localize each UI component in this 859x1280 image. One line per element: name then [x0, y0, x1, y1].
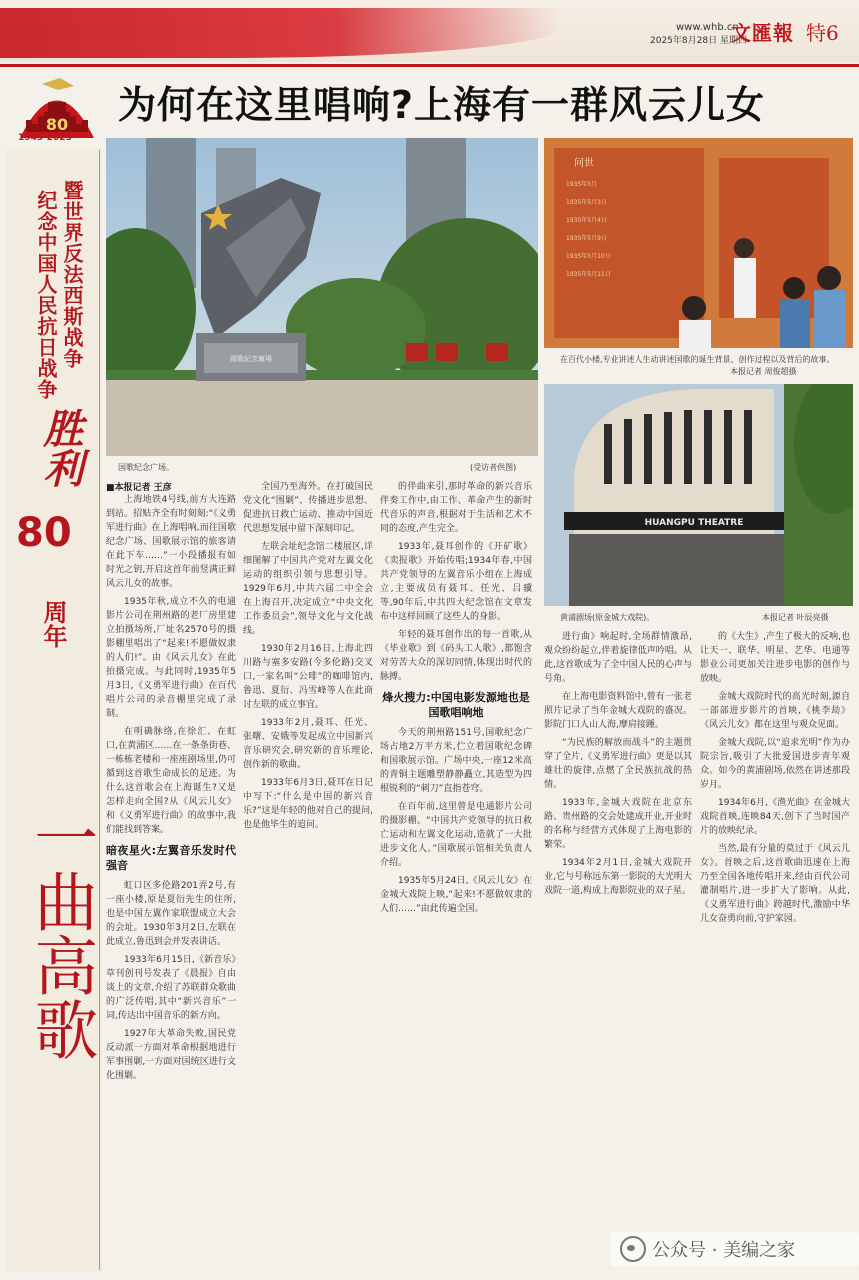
article-paragraph: 当然,最有分量的莫过于《风云儿女》。首映之后,这首歌曲迅速在上海乃至全国各地传唱开来,经由百代公司灌制唱片,进一步扩大了影响。从此,《义勇军进行曲》跨越时代,激励中华儿女奋勇向前,守护家园。 [700, 844, 850, 924]
article-paragraph: 今天的荆州路151号,国歌纪念广场占地2万平方米,伫立着国歌纪念碑和国歌展示馆。广场中央,一座12米高的青铜主题雕塑静静矗立,其造型为四根锐利的“刺刀”直指苍穹。 [380, 728, 532, 794]
exhibition-credit: 本报记者 周俊超摄 [730, 367, 797, 376]
section-heading-1: 暗夜星火:左翼音乐发时代强音 [106, 844, 236, 872]
article-paragraph: 在明确脉络,在徐汇、在虹口,在黄浦区……在一条条街巷、一栋栋老楼和一座座剧场里,仍可循到这首歌生命成长的足迹。为什么这首歌会在上海诞生?又是怎样走向全国?从《风云儿女》和《义勇军进行曲》的故事中,我们能找到答案。 [106, 727, 236, 835]
article-paragraph: 上海地铁4号线,前方大连路到站。招贴齐全有时刻刻:“《义勇军进行曲》在上海唱响,而往国歌纪念广场、国歌展示馆的旅客请在此下车……”一小段播报有如时光之钥,开启这首年前竖满正鲜风云儿女的故事。 [106, 495, 236, 589]
article-paragraph: 1933年6月15日,《新音乐》草刊创刊号发表了《晨报》自由谈上的文章,介绍了苏联群众歌曲的广泛传唱,其中“新兴音乐”一词,传达出中国音乐的新方向。 [106, 955, 236, 1021]
emblem-years: 1945-2025 [18, 133, 72, 143]
series-title: 一曲高歌 [23, 805, 98, 1061]
monument-photo [106, 138, 538, 456]
article-paragraph: 金城大戏院时代的高光时刻,源自一部部进步影片的首映,《桃李劫》《风云儿女》都在这里与观众见面。 [700, 692, 850, 730]
article-paragraph: 1934年2月1日,金城大戏院开业,它与号称远东第一影院的大光明大戏院一道,构成上海影院业的双子星。 [544, 858, 692, 896]
article-paragraph: 1933年,金城大戏院在北京东路、贵州路的交会处建成开业,开业时的名称与经营方式体现了上海电影的繁荣。 [544, 798, 692, 850]
article-paragraph: 1935年秋,成立不久的电通影片公司在荆州路的老厂房里建立拍摄场所,厂址名2570号的摄影棚里唱出了“起来!不愿做奴隶的人们!”。由《风云儿女》在此拍摄完成。与此同时,1935年5月3日,《义勇军进行曲》在百代唱片公司的录音棚里完成了录制。 [106, 597, 236, 719]
article-column-5 [700, 630, 850, 1225]
article-paragraph: 1933年,聂耳创作的《开矿歌》《卖报歌》开始传唱;1934年春,中国共产党领导的左翼音乐小组在上海成立,主要成员有聂耳、任光、吕骥等,90年后,中共四大纪念馆在文章发布中这样回顾了这些人的身影。 [380, 542, 532, 622]
theatre-credit: 本报记者 叶辰亮摄 [762, 613, 829, 622]
article-column-2 [243, 480, 373, 1225]
article-paragraph: 1930年2月16日,上海北四川路与塞多安路(今多伦路)交叉口,一家名叫“公啡”的咖啡馆内,鲁迅、夏衍、冯雪峰等人在此商讨左联的成立事宜。 [243, 644, 373, 710]
watermark [610, 1232, 859, 1266]
article-column-1 [106, 480, 236, 1225]
site-url[interactable]: www.whb.cn [676, 22, 739, 33]
svg-text:1935年5月11日: 1935年5月11日 [566, 271, 611, 278]
masthead-rule [0, 64, 859, 67]
sidebar-victory: 胜利 [37, 408, 83, 488]
article-paragraph: 1933年6月3日,聂耳在日记中写下:“什么是中国的新兴音乐?”这是年轻的他对自己的提问,也是他毕生的追问。 [243, 778, 373, 830]
article-paragraph: 1933年2月,聂耳、任光、张曙、安娥等发起成立中国新兴音乐研究会,研究新的音乐理论,创作新的歌曲。 [243, 718, 373, 770]
sidebar-number: 80 [16, 510, 72, 556]
article-paragraph: 在百年前,这里曾是电通影片公司的摄影棚。“中国共产党领导的抗日救亡运动和左翼文化运动,造就了一大批进步文化人。”国歌展示馆相关负责人介绍。 [380, 802, 532, 868]
sidebar-line1: 暨世界反法西斯战争 [60, 180, 84, 369]
wechat-icon [620, 1236, 646, 1262]
issue-date: 2025年8月28日 星期四 [650, 36, 747, 46]
sidebar-divider [99, 150, 100, 1270]
article-paragraph: 全国乃至海外。在打破国民党文化“围剿”、传播进步思想、促进抗日救亡运动、推动中国近代思想发展中留下深刻印记。 [243, 482, 373, 534]
article-paragraph: 虹口区多伦路201弄2号,有一座小楼,原是夏衍先生的住所,也是中国左翼作家联盟成立大会的会址。1930年3月2日,左联在此成立,鲁迅到会并发表讲话。 [106, 881, 236, 947]
svg-text:1935年5月3日: 1935年5月3日 [566, 199, 607, 206]
page-label: 特6 [806, 21, 839, 45]
svg-text:问世: 问世 [574, 158, 594, 169]
article-paragraph: 在上海电影资料馆中,曾有一张老照片记录了当年金城大戏院的盛况。影院门口人山人海,摩肩接踵。 [544, 692, 692, 730]
article-paragraph: 1934年6月,《渔光曲》在金城大戏院首映,连映84天,创下了当时国产片的放映纪录。 [700, 798, 850, 836]
sidebar-anniversary: 周年 [39, 600, 67, 648]
theatre-sign-text: HUANGPU THEATRE [644, 518, 744, 528]
article-paragraph: 的《大生》,产生了极大的反响,也让天一、联华、明星、艺华、电通等影业公司更加关注进步电影的创作与放映。 [700, 632, 850, 684]
svg-text:1935年5月9日: 1935年5月9日 [566, 235, 607, 242]
article-paragraph: “为民族的解放而战斗”的主题贯穿了全片,《义勇军进行曲》更是以其雄壮的旋律,点燃了全民族抗战的热情。 [544, 738, 692, 790]
svg-text:1935年5月10日: 1935年5月10日 [566, 253, 611, 260]
monument-credit: (受访者供图) [470, 463, 517, 472]
theatre-photo [544, 384, 853, 606]
exhibition-caption: 在百代小楼,专业讲述人生动讲述国歌的诞生背景、创作过程以及背后的故事。 [560, 355, 835, 364]
article-paragraph: 的伴曲来引,那时革命的新兴音乐伴奏工作中,由工作、革命产生的新时代音乐的声音,根据对于生活和艺术不同的态度,产生完全。 [380, 482, 532, 534]
theatre-caption: 黄浦剧场(原金城大戏院)。 [560, 613, 655, 622]
article-column-3 [380, 480, 532, 1225]
article-paragraph: 进行曲》响起时,全场群情激昂,观众纷纷起立,伴着旋律低声吟唱。从此,这首歌成为了全中国人民的心声与号角。 [544, 632, 692, 684]
article-paragraph: 年轻的聂耳创作出的每一首歌,从《毕业歌》到《码头工人歌》,都饱含对劳苦大众的深切同情,体现出时代的脉搏。 [380, 630, 532, 682]
section-heading-2: 烽火搜力:中国电影发源地也是国歌唱响地 [382, 691, 530, 719]
watermark-text: 公众号 · 美编之家 [652, 1240, 796, 1261]
article-byline: ■本报记者 王彦 [106, 483, 172, 493]
monument-caption: 国歌纪念广场。 [118, 463, 174, 472]
sidebar-line2: 纪念中国人民抗日战争 [34, 190, 58, 400]
exhibition-photo [544, 138, 853, 348]
paper-name-logo: 文匯報 [731, 21, 794, 45]
emblem-number: 80 [45, 115, 69, 134]
svg-text:1935年5月4日: 1935年5月4日 [566, 217, 607, 224]
page-headline: 为何在这里唱响?上海有一群风云儿女 [118, 83, 766, 127]
article-paragraph: 左联会址纪念馆二楼展区,详细图解了中国共产党对左翼文化运动的组织引领与思想引导。1929年6月,中共六届二中全会在上海召开,决定成立“中央文化工作委员会”,领导文化与文化战线。 [243, 542, 373, 636]
article-paragraph: 1927年大革命失败,国民党反动派一方面对革命根据地进行军事围剿,一方面对国统区进行文化围剿。 [106, 1029, 236, 1081]
article-column-4 [544, 630, 692, 1225]
svg-text:國歌紀念廣場: 國歌紀念廣場 [230, 355, 272, 363]
article-paragraph: 1935年5月24日,《风云儿女》在金城大戏院上映,“起来!不愿做奴隶的人们……”由此传遍全国。 [380, 876, 532, 914]
article-paragraph: 金城大戏院,以“追求光明”作为办院宗旨,吸引了大批爱国进步青年观众。如今的黄浦剧场,依然在讲述那段岁月。 [700, 738, 850, 790]
svg-text:1935年5月: 1935年5月 [566, 181, 598, 188]
